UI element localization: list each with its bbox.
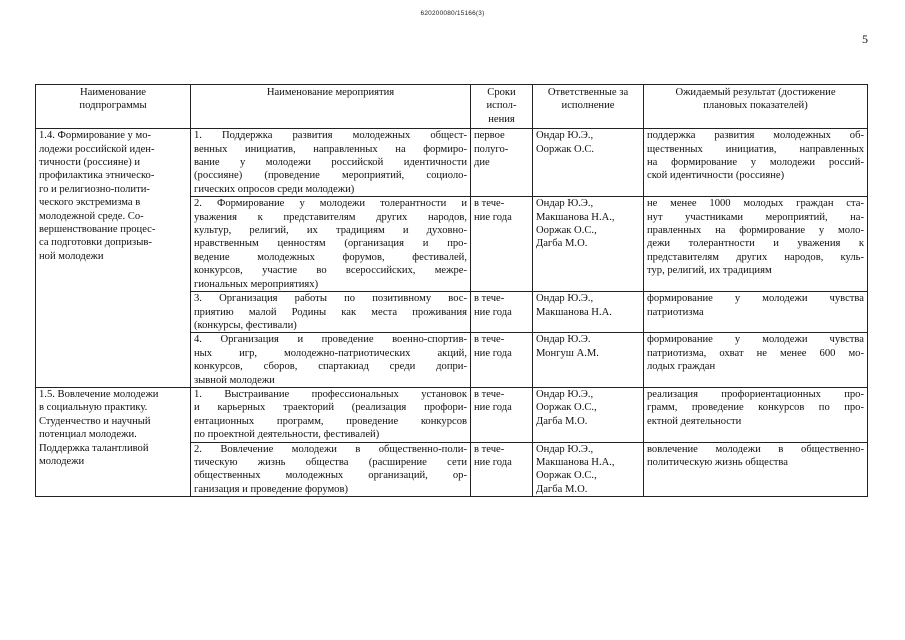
text-line: ной молодежи <box>39 250 104 262</box>
text-line: щественных инициатив, направленных <box>647 143 864 155</box>
text-line: Сроки <box>487 87 516 98</box>
header-term <box>471 85 533 129</box>
text-line: в тече- <box>474 388 505 400</box>
text-line: испол- <box>486 100 517 112</box>
text-line: поддержка развития молодежных об- <box>647 130 864 142</box>
text-line: патриотизма <box>647 306 704 318</box>
responsible-cell <box>533 442 644 497</box>
text-line: в социальную практику. <box>39 402 148 414</box>
text-line: по проектной деятельности, фестивалей) <box>194 429 380 441</box>
text-line: уважения к представителям других народов, <box>194 211 467 223</box>
text-line: и карьерных траекторий (реализация профори- <box>194 402 467 414</box>
text-line: 1.5. Вовлечение молодежи <box>39 388 159 400</box>
text-line: тичности (россияне) и <box>39 157 141 169</box>
text-line: Ондар Ю.Э., <box>536 443 594 455</box>
term-cell <box>471 442 533 497</box>
event-cell <box>191 129 471 197</box>
event-cell <box>191 387 471 442</box>
event-cell <box>191 292 471 333</box>
text-line: первое <box>474 130 505 142</box>
text-line: лодежи российской иден- <box>39 143 155 155</box>
text-line: ской идентичности (россияне) <box>647 170 785 182</box>
text-line: ганизация и проведение форумов) <box>194 483 349 495</box>
text-line: ние года <box>474 347 512 359</box>
text-line: профилактика этническо- <box>39 170 155 182</box>
text-line: ческого экстремизма в <box>39 197 141 209</box>
text-line: дие <box>474 157 490 169</box>
text-line: ведение молодежных форумов, фестивалей, <box>194 251 467 263</box>
text-line: вовлечение молодежи в общественно- <box>647 443 864 455</box>
text-line: тическую жизнь общества (расширение сети <box>194 456 467 468</box>
responsible-cell <box>533 333 644 388</box>
text-line: са подготовки допризыв- <box>39 237 152 249</box>
text-line: гиональных мероприятиях) <box>194 278 319 290</box>
text-line: Наименование мероприятия <box>266 87 395 98</box>
text-line: Наименование <box>80 87 146 98</box>
text-line: формирование у молодежи чувства <box>647 334 864 346</box>
text-line: Макшанова Н.А. <box>536 306 612 318</box>
text-line: Ооржак О.С., <box>536 402 597 414</box>
text-line: потенциал молодежи. <box>39 429 137 441</box>
text-line: Ожидаемый результат (достижение <box>675 87 836 98</box>
text-line: грамм, проведение конкурсов по про- <box>647 402 864 414</box>
text-line: 2. Вовлечение молодежи в общественно-поли- <box>194 443 467 455</box>
text-line: культур, религий, их традициям и духовно- <box>194 225 467 237</box>
text-line: подпрограммы <box>79 100 147 112</box>
text-line: го и религиозно-полити- <box>39 183 150 195</box>
text-line: 2. Формирование у молодежи толерантности и <box>194 198 467 210</box>
text-line: нут участниками мероприятий, на- <box>647 211 864 223</box>
responsible-cell <box>533 129 644 197</box>
text-line: в тече- <box>474 334 505 346</box>
table-header-row <box>36 85 868 129</box>
text-line: тур, религий, их традициям <box>647 265 772 277</box>
term-cell <box>471 333 533 388</box>
text-line: венных инициатив, направленных на формиро- <box>194 143 467 155</box>
text-line: Дагба М.О. <box>536 483 588 495</box>
subprogram-cell <box>36 129 191 388</box>
header-event <box>191 85 471 129</box>
page-number: 5 <box>862 32 868 46</box>
result-cell <box>644 442 868 497</box>
text-line: гических опросов среди молодежи) <box>194 183 355 195</box>
text-line: Дагба М.О. <box>536 415 588 427</box>
event-cell <box>191 197 471 292</box>
text-line: Ондар Ю.Э. <box>536 334 591 346</box>
text-line: в тече- <box>474 198 505 210</box>
program-table <box>35 84 868 497</box>
text-line: полуго- <box>474 143 509 155</box>
term-cell <box>471 129 533 197</box>
header-responsible <box>533 85 644 129</box>
text-line: Ондар Ю.Э., <box>536 198 594 210</box>
text-line: нравственным ценностям (организация и про- <box>194 238 467 250</box>
text-line: ние года <box>474 402 512 414</box>
text-line: 3. Организация работы по позитивному вос- <box>194 293 467 305</box>
table-row <box>36 129 868 197</box>
text-line: лодых граждан <box>647 361 716 373</box>
result-cell <box>644 197 868 292</box>
text-line: Ответственные за <box>547 87 629 98</box>
text-line: Дагба М.О. <box>536 238 588 250</box>
text-line: Макшанова Н.А., <box>536 456 615 468</box>
responsible-cell <box>533 197 644 292</box>
result-cell <box>644 292 868 333</box>
text-line: реализация профориентационных про- <box>647 388 864 400</box>
text-line: молодежной среде. Со- <box>39 210 144 222</box>
term-cell <box>471 292 533 333</box>
responsible-cell <box>533 292 644 333</box>
text-line: Ооржак О.С., <box>536 470 597 482</box>
subprogram-cell <box>36 387 191 496</box>
text-line: Студенчество и научный <box>39 415 151 427</box>
text-line: молодежи <box>39 455 85 467</box>
result-cell <box>644 129 868 197</box>
text-line: общественных молодежных организаций, ор- <box>194 470 467 482</box>
text-line: 1. Поддержка развития молодежных общест- <box>194 130 467 142</box>
result-cell <box>644 387 868 442</box>
text-line: Монгуш А.М. <box>536 347 599 359</box>
responsible-cell <box>533 387 644 442</box>
text-line: нения <box>488 113 515 125</box>
text-line: ние года <box>474 211 512 223</box>
text-line: ектной деятельности <box>647 415 742 427</box>
text-line: политическую жизнь общества <box>647 456 788 468</box>
text-line: Ооржак О.С., <box>536 225 597 237</box>
text-line: в тече- <box>474 293 505 305</box>
table-row <box>36 387 868 442</box>
text-line: 1.4. Формирование у мо- <box>39 130 152 142</box>
text-line: Ондар Ю.Э., <box>536 293 594 305</box>
header-result <box>644 85 868 129</box>
text-line: Макшанова Н.А., <box>536 211 615 223</box>
text-line: 1. Выстраивание профессиональных установок <box>194 388 467 400</box>
text-line: на формирование у молодежи россий- <box>647 157 864 169</box>
event-cell <box>191 333 471 388</box>
text-line: Поддержка талантливой <box>39 442 149 454</box>
text-line: ентационных программ, проведение конкурсов <box>194 415 467 427</box>
result-cell <box>644 333 868 388</box>
text-line: ние года <box>474 456 512 468</box>
text-line: конкурсов, участие во всероссийских, межре- <box>194 265 467 277</box>
text-line: 4. Организация и проведение военно-спортив- <box>194 334 467 346</box>
text-line: Ооржак О.С. <box>536 143 595 155</box>
text-line: исполнение <box>561 100 615 112</box>
text-line: (россияне) (проведение мероприятий, социоло- <box>194 170 467 182</box>
text-line: правленных на формирование у моло- <box>647 225 864 237</box>
text-line: вание у молодежи российской идентичности <box>194 157 467 169</box>
text-line: в тече- <box>474 443 505 455</box>
text-line: представителям других народов, куль- <box>647 251 864 263</box>
text-line: патриотизма, охват не менее 600 мо- <box>647 347 864 359</box>
text-line: зывной молодежи <box>194 374 275 386</box>
header-subprogram <box>36 85 191 129</box>
text-line: Ондар Ю.Э., <box>536 388 594 400</box>
text-line: вершенствование процес- <box>39 224 156 236</box>
document-id: 620200080/15166(3) <box>420 10 485 17</box>
text-line: приятию малой Родины как места проживания <box>194 306 467 318</box>
text-line: конкурсов, сборов, спартакиад среди допри- <box>194 361 467 373</box>
term-cell <box>471 387 533 442</box>
event-cell <box>191 442 471 497</box>
term-cell <box>471 197 533 292</box>
text-line: ние года <box>474 306 512 318</box>
text-line: Ондар Ю.Э., <box>536 130 594 142</box>
text-line: формирование у молодежи чувства <box>647 293 864 305</box>
text-line: плановых показателей) <box>703 100 808 112</box>
text-line: не менее 1000 молодых граждан ста- <box>647 198 864 210</box>
text-line: дежи толерантности и уважения к <box>647 238 864 250</box>
text-line: (конкурсы, фестивали) <box>194 319 297 331</box>
text-line: ных игр, молодежно-патриотических акций, <box>194 347 467 359</box>
